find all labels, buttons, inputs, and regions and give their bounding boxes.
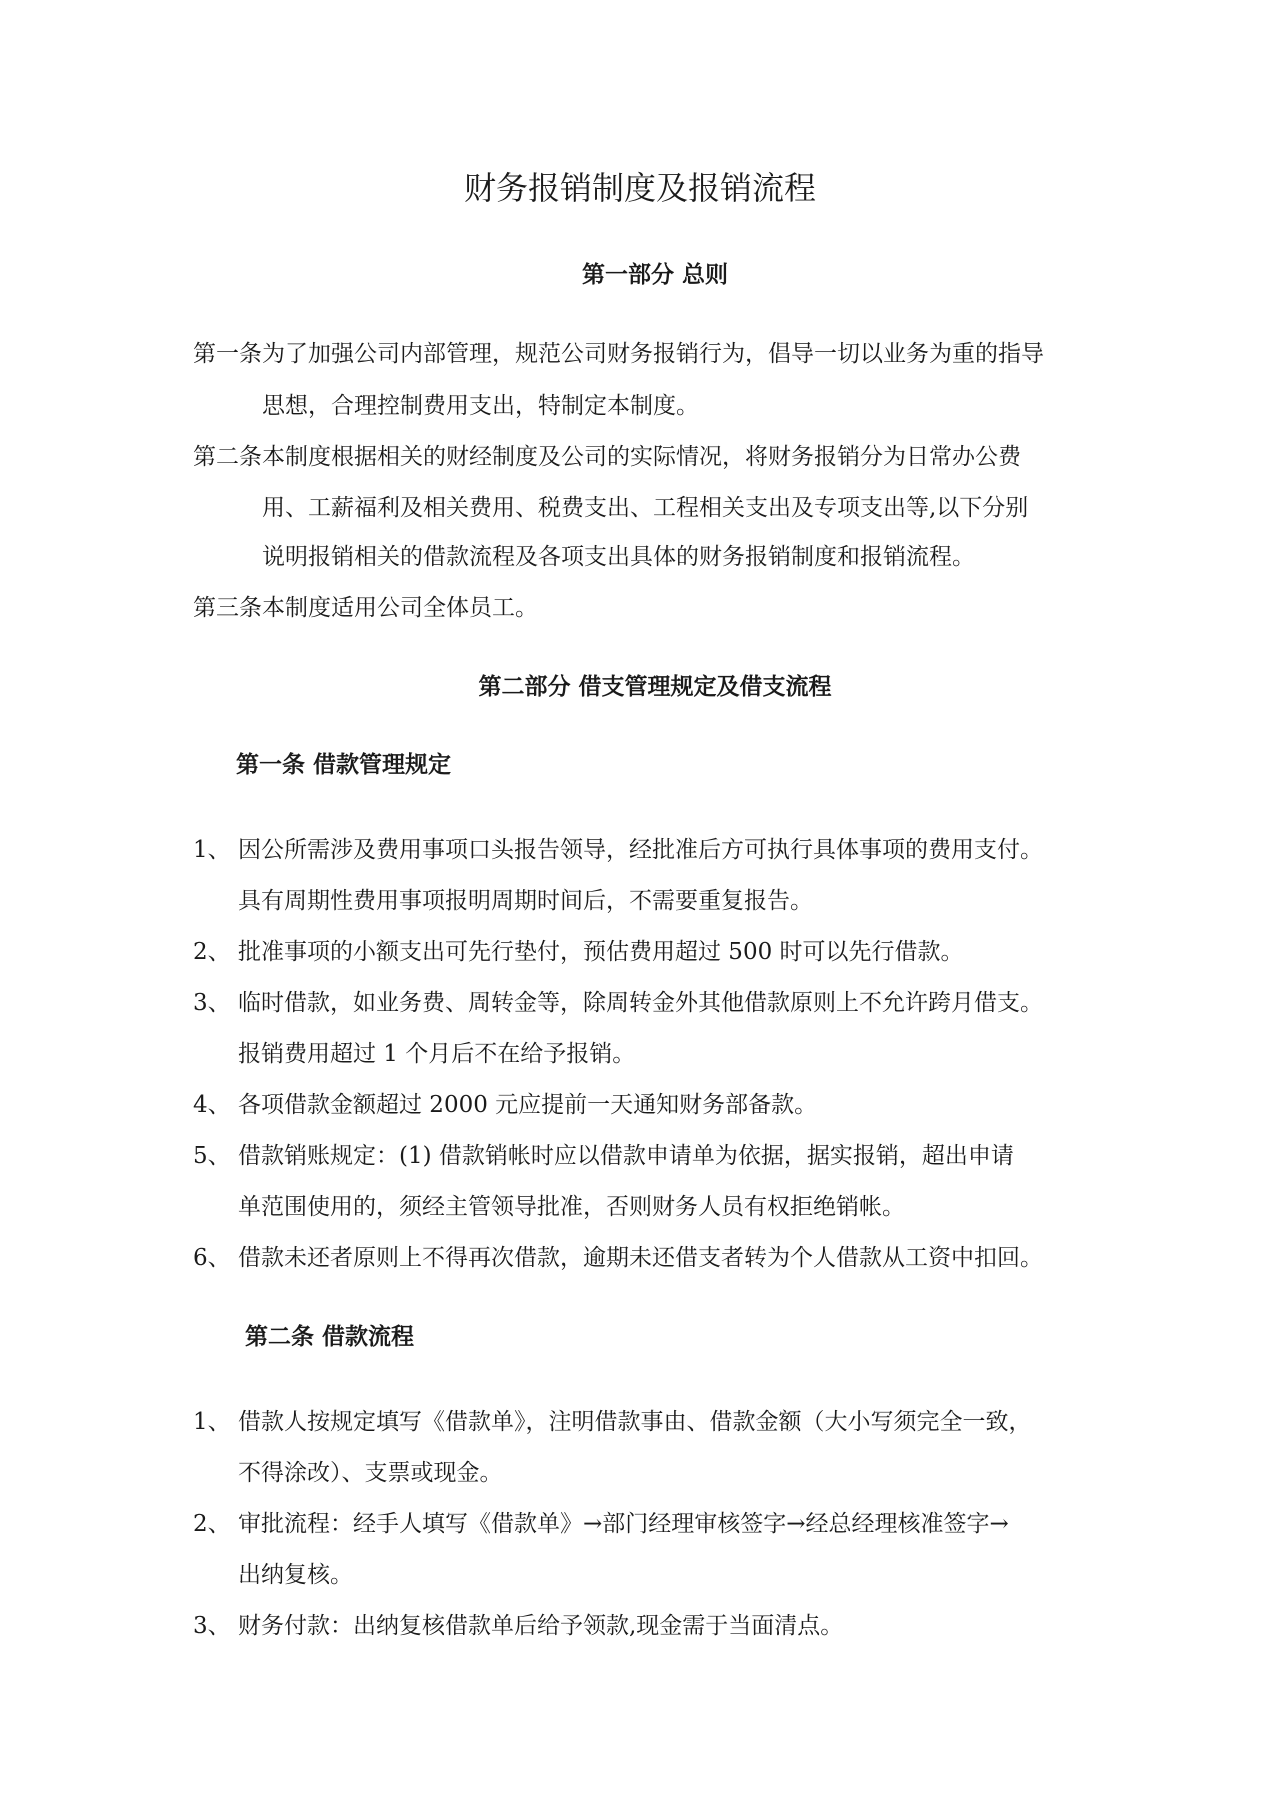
section1-heading: 第一条 借款管理规定 [236, 751, 452, 778]
article2-line: 说明报销相关的借款流程及各项支出具体的财务报销制度和报销流程。 [262, 544, 975, 570]
article3-line: 第三条本制度适用公司全体员工。 [193, 595, 538, 621]
list-item-line: 具有周期性费用事项报明周期时间后，不需要重复报告。 [238, 888, 813, 914]
list-item-line: 出纳复核。 [238, 1562, 353, 1588]
article2-line: 用、工薪福利及相关费用、税费支出、工程相关支出及专项支出等,以下分别 [262, 495, 1029, 521]
list-item-number: 1、 [193, 1409, 231, 1435]
document-title: 财务报销制度及报销流程 [463, 169, 816, 207]
part2-heading: 第二部分 借支管理规定及借支流程 [478, 673, 832, 700]
part1-heading: 第一部分 总则 [581, 261, 728, 288]
list-item-number: 4、 [193, 1092, 231, 1118]
list-item-line: 借款未还者原则上不得再次借款，逾期未还借支者转为个人借款从工资中扣回。 [238, 1245, 1043, 1271]
section2-heading: 第二条 借款流程 [245, 1323, 415, 1350]
list-item-number: 3、 [193, 1613, 231, 1639]
list-item-line: 单范围使用的，须经主管领导批准，否则财务人员有权拒绝销帐。 [238, 1194, 905, 1220]
list-item-line: 临时借款，如业务费、周转金等，除周转金外其他借款原则上不允许跨月借支。 [238, 990, 1043, 1016]
list-item-line: 借款人按规定填写《借款单》，注明借款事由、借款金额（大小写须完全一致， [238, 1409, 1032, 1435]
list-item-line: 借款销账规定：(1) 借款销帐时应以借款申请单为依据，据实报销，超出申请 [238, 1143, 1014, 1169]
list-item-line: 批准事项的小额支出可先行垫付，预估费用超过 500 时可以先行借款。 [238, 939, 964, 965]
list-item-line: 财务付款：出纳复核借款单后给予领款,现金需于当面清点。 [238, 1613, 844, 1639]
list-item-line: 各项借款金额超过 2000 元应提前一天通知财务部备款。 [238, 1092, 818, 1118]
list-item-line: 报销费用超过 1 个月后不在给予报销。 [238, 1041, 636, 1067]
list-item-line: 不得涂改）、支票或现金。 [238, 1460, 503, 1486]
list-item-number: 6、 [193, 1245, 231, 1271]
list-item-number: 5、 [193, 1143, 231, 1169]
list-item-number: 2、 [193, 1511, 231, 1537]
list-item-number: 3、 [193, 990, 231, 1016]
list-item-number: 1、 [193, 837, 231, 863]
article1-line: 第一条为了加强公司内部管理，规范公司财务报销行为，倡导一切以业务为重的指导 [193, 341, 1044, 367]
article1-line: 思想，合理控制费用支出，特制定本制度。 [262, 393, 699, 419]
article2-line: 第二条本制度根据相关的财经制度及公司的实际情况，将财务报销分为日常办公费 [193, 444, 1021, 470]
list-item-line: 审批流程：经手人填写《借款单》→部门经理审核签字→经总经理核准签字→ [238, 1511, 1009, 1537]
list-item-line: 因公所需涉及费用事项口头报告领导，经批准后方可执行具体事项的费用支付。 [238, 837, 1043, 863]
list-item-number: 2、 [193, 939, 231, 965]
